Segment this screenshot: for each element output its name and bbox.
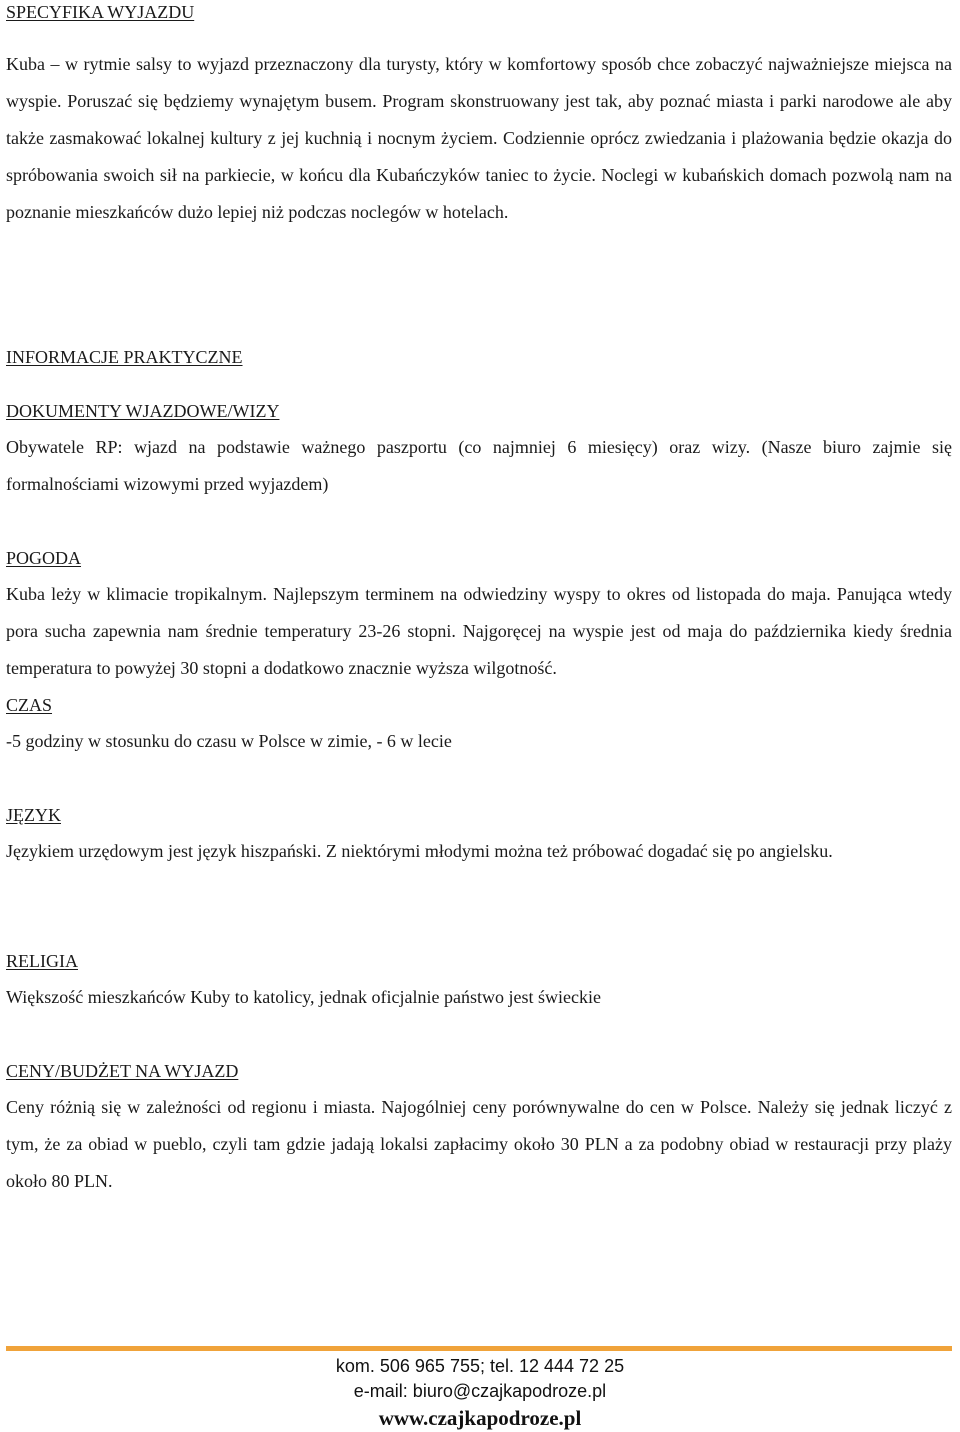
heading-czas: CZAS: [6, 695, 53, 715]
heading-pogoda: POGODA: [6, 548, 82, 568]
heading-ceny-budzet: CENY/BUDŻET NA WYJAZD: [6, 1061, 239, 1081]
footer-divider: [6, 1346, 952, 1351]
paragraph-czas: -5 godziny w stosunku do czasu w Polsce w zimie, - 6 w lecie: [6, 731, 452, 751]
footer-phone: kom. 506 965 755; tel. 12 444 72 25: [335, 1356, 625, 1376]
heading-specyfika-wyjazdu: SPECYFIKA WYJAZDU: [6, 2, 195, 22]
paragraph-jezyk: Językiem urzędowym jest język hiszpański. Z niektórymi młodymi można też próbować dogadać się po angielsku.: [6, 841, 833, 861]
heading-jezyk: JĘZYK: [6, 805, 61, 825]
footer-website-link[interactable]: www.czajkapodroze.pl: [378, 1406, 582, 1430]
paragraph-dokumenty-wjazdowe: Obywatele RP: wjazd na podstawie ważnego paszportu (co najmniej 6 miesięcy) oraz wizy. (Nasze biuro zajmie się formalnościami wizowymi przed wyjazdem): [6, 437, 952, 494]
footer-email: e-mail: biuro@czajkapodroze.pl: [353, 1381, 607, 1401]
paragraph-religia: Większość mieszkańców Kuby to katolicy, jednak oficjalnie państwo jest świeckie: [6, 987, 601, 1007]
heading-dokumenty-wjazdowe: DOKUMENTY WJAZDOWE/WIZY: [6, 401, 280, 421]
heading-informacje-praktyczne: INFORMACJE PRAKTYCZNE: [6, 347, 243, 367]
heading-religia: RELIGIA: [6, 951, 78, 971]
paragraph-ceny-budzet: Ceny różnią się w zależności od regionu i miasta. Najogólniej ceny porównywalne do cen w Polsce. Należy się jednak liczyć z tym, że za obiad w pueblo, czyli tam gdzie jadają lokalsi zapłacimy około 30 PLN a za podobny obiad w restauracji przy plaży około 80 PLN.: [6, 1097, 952, 1191]
paragraph-specyfika-wyjazdu: Kuba – w rytmie salsy to wyjazd przeznaczony dla turysty, który w komfortowy sposób chce zobaczyć najważniejsze miejsca na wyspie. Poruszać się będziemy wynajętym busem. Program skonstruowany jest tak, aby poznać miasta i parki narodowe ale aby także zasmakować lokalnej kultury z jej kuchnią i nocnym życiem. Codziennie oprócz zwiedzania i plażowania będzie okazja do spróbowania swoich sił na parkiecie, w końcu dla Kubańczyków taniec to życie. Noclegi w kubańskich domach pozwolą nam na poznanie mieszkańców dużo lepiej niż podczas noclegów w hotelach.: [6, 54, 952, 222]
footer-contact: [0, 1354, 960, 1432]
paragraph-pogoda: Kuba leży w klimacie tropikalnym. Najlepszym terminem na odwiedziny wyspy to okres od listopada do maja. Panująca wtedy pora sucha zapewnia nam średnie temperatury 23-26 stopni. Najgoręcej na wyspie jest od maja do października kiedy średnia temperatura to powyżej 30 stopni a dodatkowo znacznie wyższa wilgotność.: [6, 584, 952, 678]
